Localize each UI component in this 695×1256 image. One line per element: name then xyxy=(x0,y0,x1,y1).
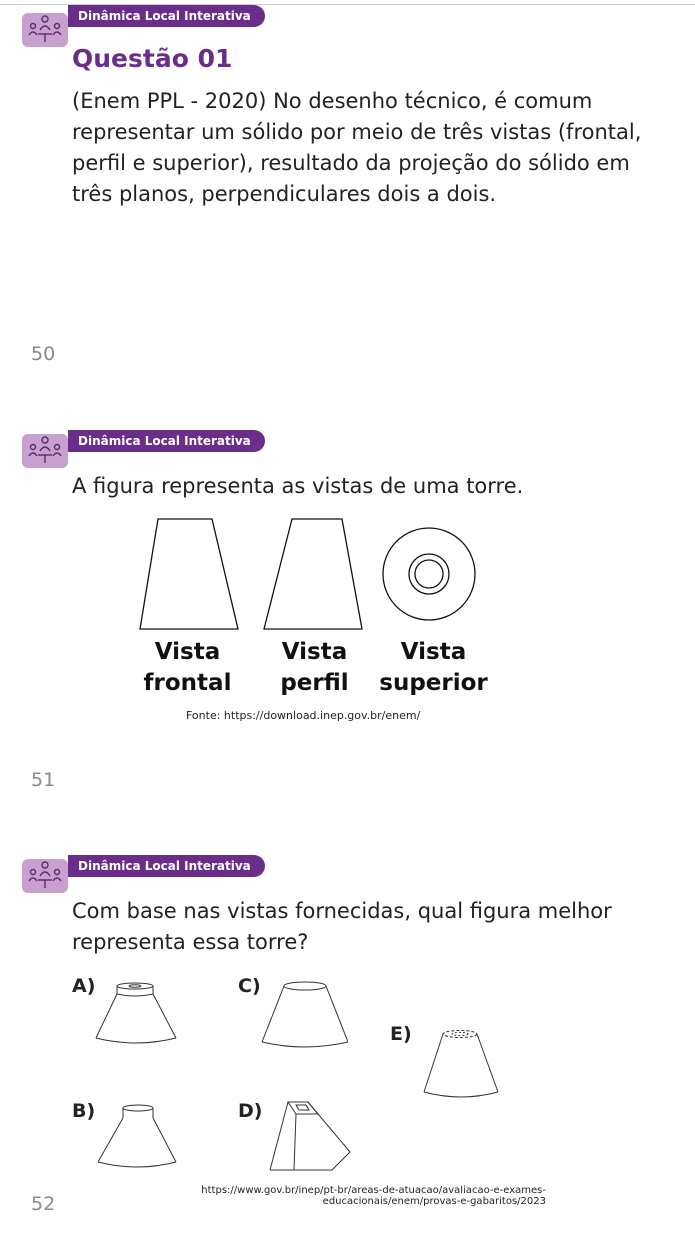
source-link[interactable]: https://www.gov.br/inep/pt-br/areas-de-atuacao/avaliacao-e-exames-educacionais/enem/provas-e-gabaritos/2023 xyxy=(201,1185,546,1207)
view-label-perfil: Vista perfil xyxy=(280,639,349,696)
question-title: Questão 01 xyxy=(72,44,233,73)
meeting-group-icon xyxy=(22,434,68,468)
options-question-text: Com base nas vistas fornecidas, qual figura melhor representa essa torre? xyxy=(72,899,612,954)
tower-views-figure xyxy=(130,515,490,635)
option-b-figure[interactable] xyxy=(94,1100,179,1172)
side-view-trapezoid xyxy=(264,519,362,629)
option-d-figure[interactable] xyxy=(262,1098,357,1178)
option-b-label[interactable]: B) xyxy=(72,1100,96,1122)
top-view-inner-circle xyxy=(415,560,443,588)
view-label-superior: Vista superior xyxy=(379,639,488,696)
figure-source: Fonte: https://download.inep.gov.br/enem/ xyxy=(186,709,421,722)
option-e-figure[interactable] xyxy=(420,1028,502,1103)
activity-banner: Dinâmica Local Interativa xyxy=(68,5,265,27)
page-number: 50 xyxy=(31,343,56,365)
option-c-figure[interactable] xyxy=(258,980,348,1055)
meeting-group-icon xyxy=(22,13,68,47)
activity-banner: Dinâmica Local Interativa xyxy=(68,855,265,877)
option-d-label[interactable]: D) xyxy=(238,1100,263,1122)
option-e-label[interactable]: E) xyxy=(390,1023,412,1045)
activity-banner: Dinâmica Local Interativa xyxy=(68,430,265,452)
top-view-outer-circle xyxy=(383,528,475,620)
option-c-label[interactable]: C) xyxy=(238,975,261,997)
slide-question-01 xyxy=(0,0,695,400)
page-number: 52 xyxy=(31,1193,56,1215)
view-label-frontal: Vista frontal xyxy=(143,639,232,696)
question-text: (Enem PPL - 2020) No desenho técnico, é comum representar um sólido por meio de três vistas (frontal, perfil e superior), resultado da projeção do sólido em três planos, perpendiculares dois a dois. xyxy=(72,89,642,206)
page-number: 51 xyxy=(31,769,56,791)
option-a-label[interactable]: A) xyxy=(72,975,96,997)
meeting-group-icon xyxy=(22,859,68,893)
option-a-figure[interactable] xyxy=(92,980,182,1050)
front-view-trapezoid xyxy=(140,519,238,629)
views-intro-text: A figura representa as vistas de uma torre. xyxy=(72,474,524,498)
